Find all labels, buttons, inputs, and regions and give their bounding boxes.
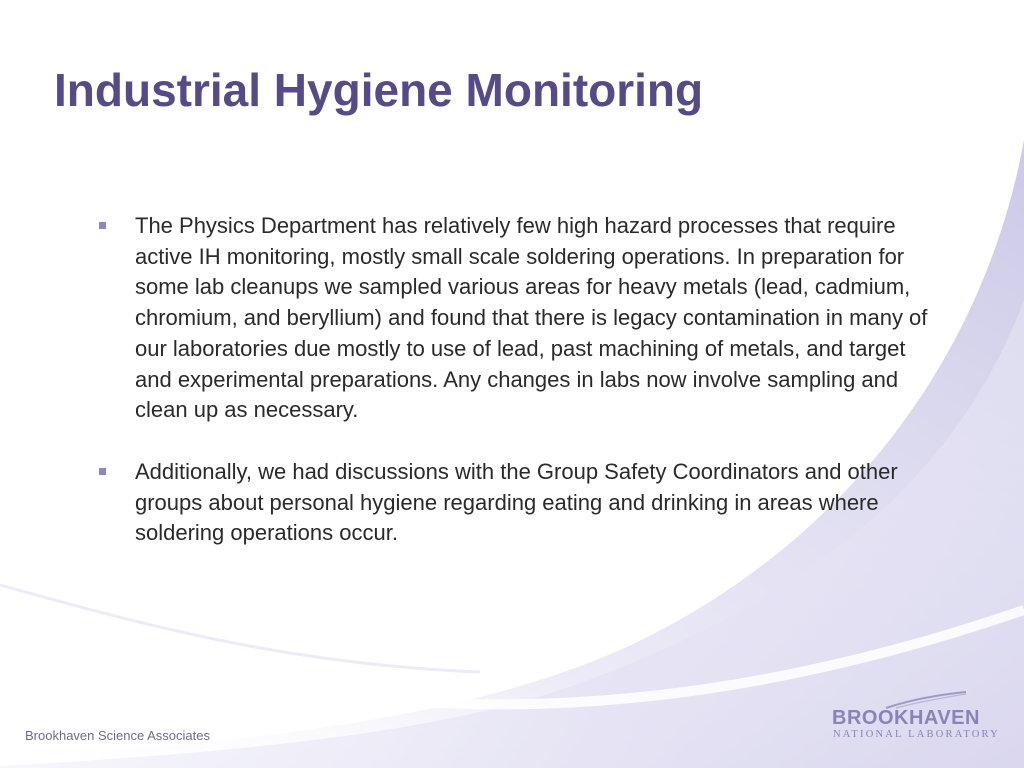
bullet-item (98, 457, 938, 549)
slide-title: Industrial Hygiene Monitoring (54, 64, 704, 116)
bullet-item (98, 211, 938, 426)
bullet-list (98, 211, 938, 580)
bullet-text: Additionally, we had discussions with the Group Safety Coordinators and other groups about personal hygiene regarding eating and drinking in areas where soldering operations occur. (135, 458, 898, 546)
square-bullet-icon (99, 222, 106, 229)
brookhaven-logo (826, 690, 1006, 746)
logo-subtitle: NATIONAL LABORATORY (833, 729, 1000, 740)
bullet-text: The Physics Department has relatively few high hazard processes that require active IH monitoring, mostly small scale soldering operations. In preparation for some lab cleanups we sampled various areas for heavy metals (lead, cadmium, chromium, and beryllium) and found that there is legacy contamination in many of our laboratories due mostly to use of lead, past machining of metals, and target and experimental preparations. Any changes in labs now involve sampling and clean up as necessary. (135, 213, 928, 423)
logo-name: BROOKHAVEN (832, 707, 980, 729)
square-bullet-icon (99, 468, 106, 475)
footer-organization: Brookhaven Science Associates (25, 728, 210, 743)
